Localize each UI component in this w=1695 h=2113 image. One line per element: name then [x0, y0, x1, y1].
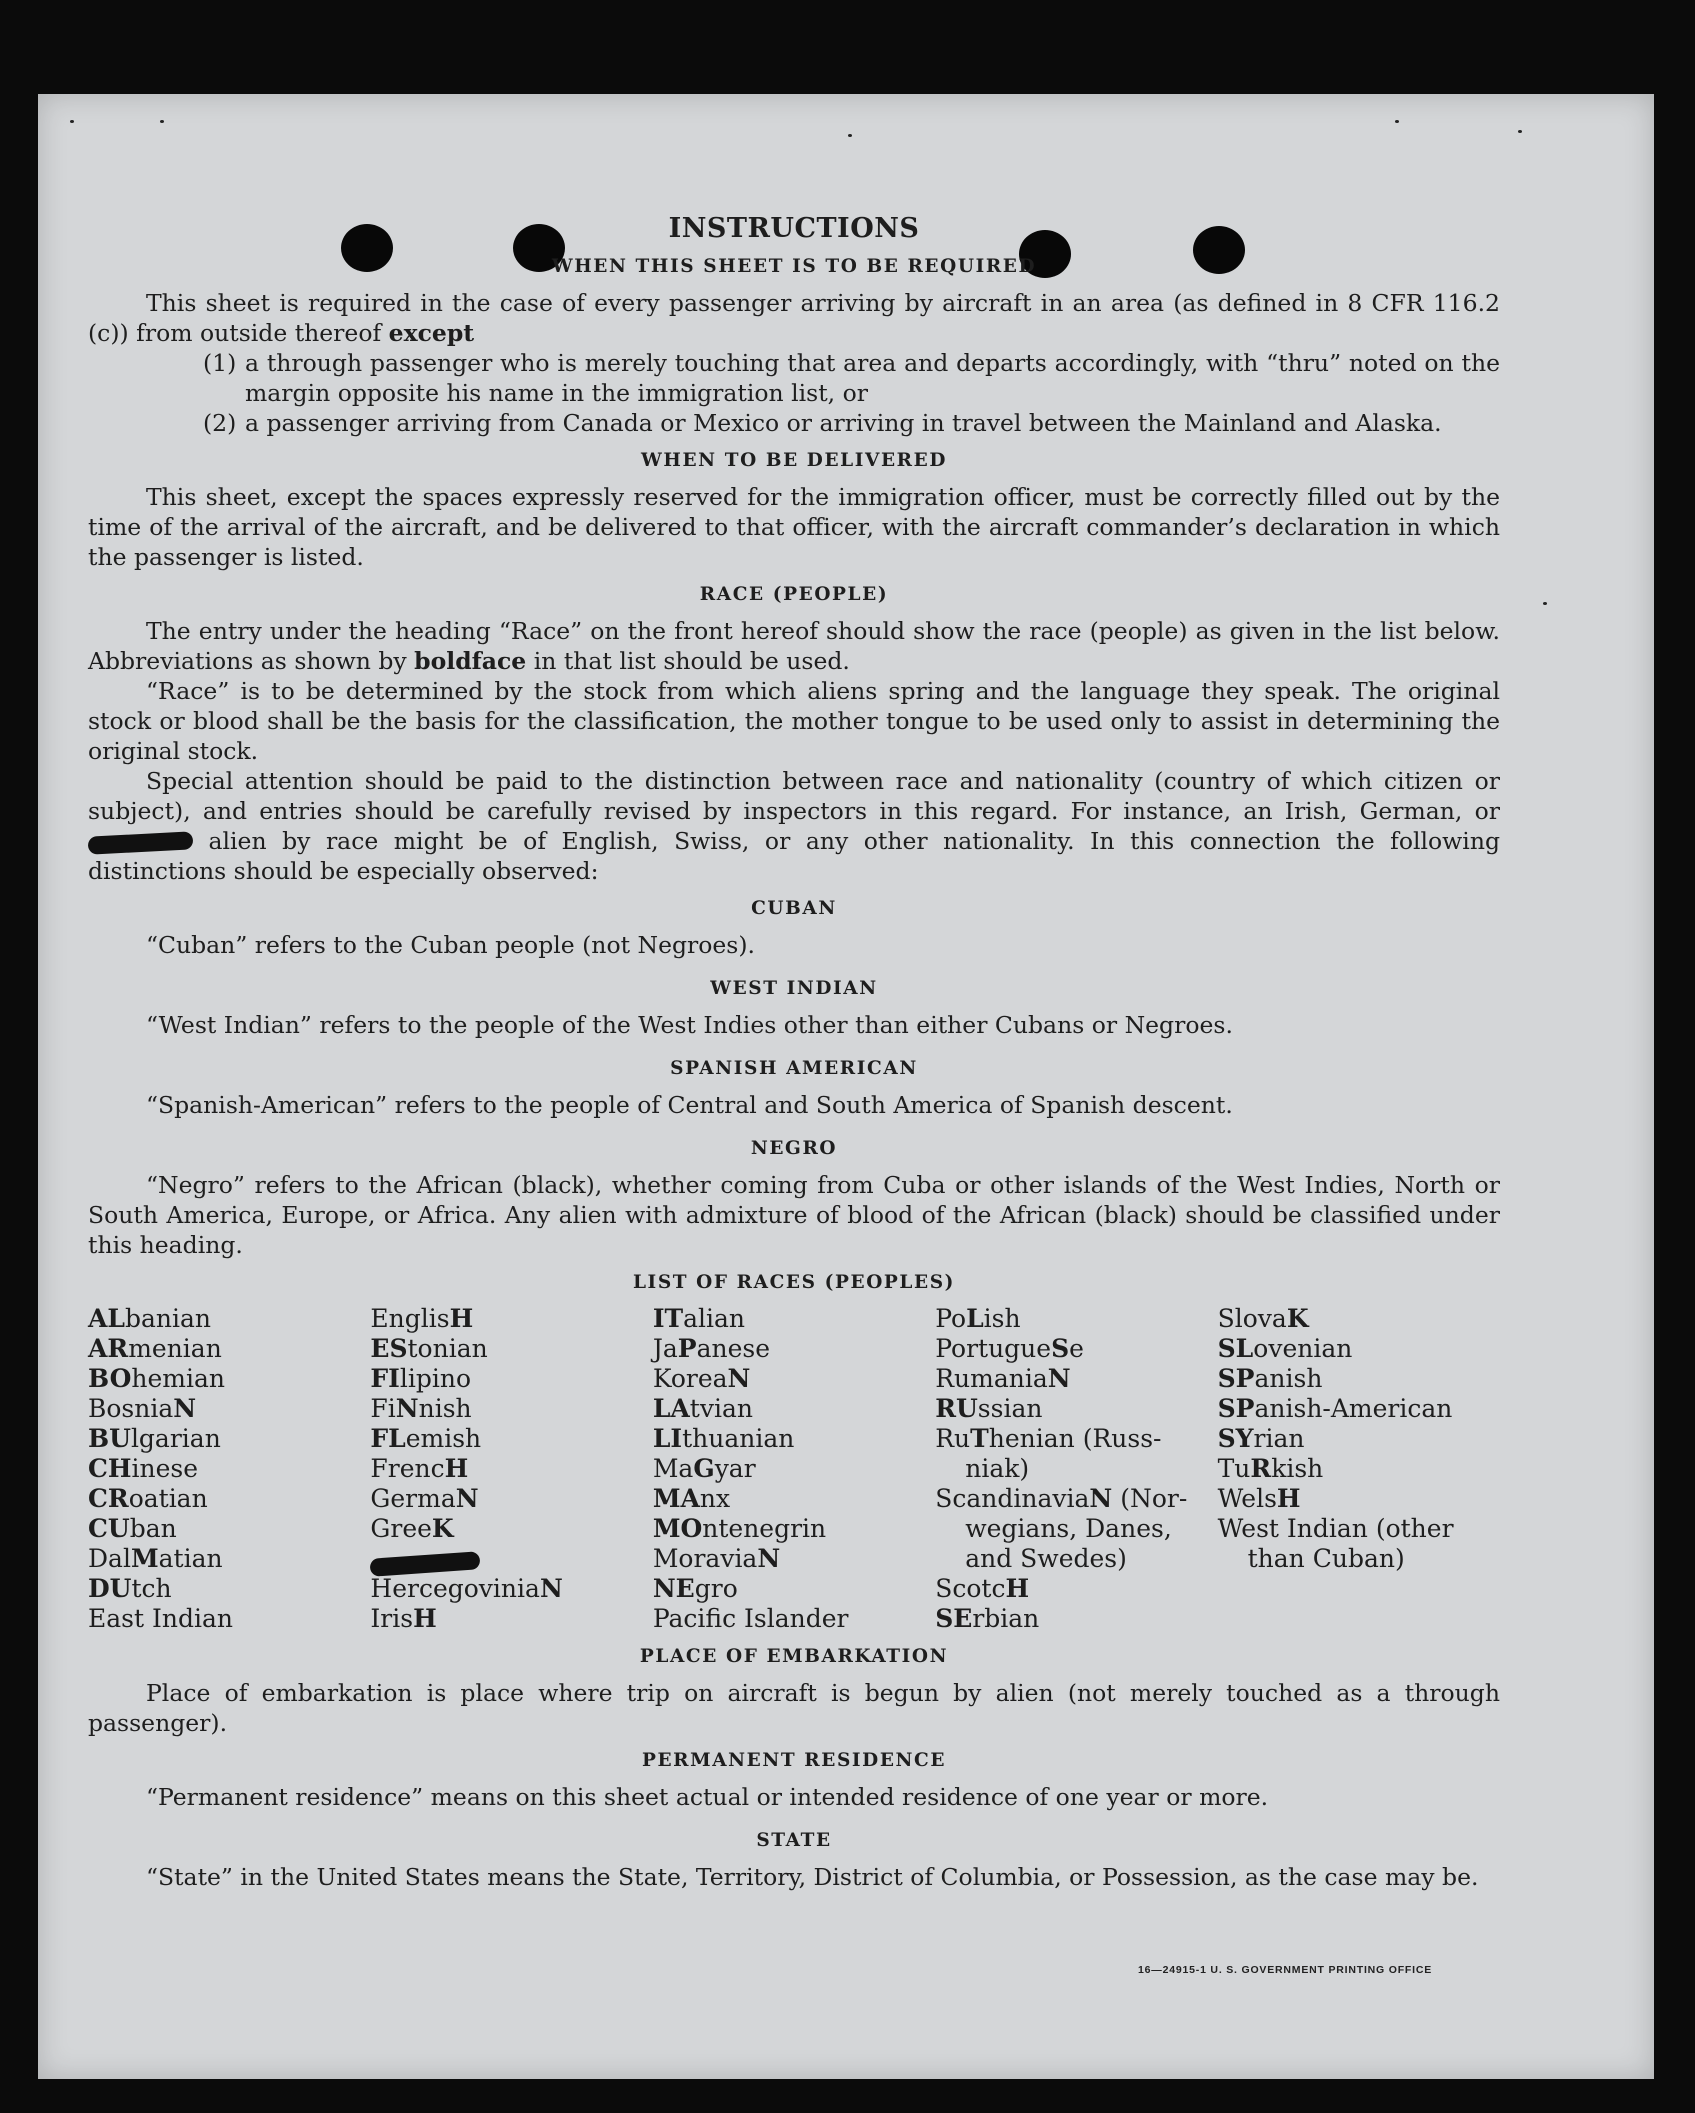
race-entry: FLemish [370, 1424, 482, 1453]
race-entry: ScandinaviaN (Nor- [935, 1484, 1188, 1513]
race-entry: EStonian [370, 1334, 488, 1363]
list-item: (1) a through passenger who is merely touching that area and departs accordingly, with “thru” noted on the margin opposite his name in the immigration list, or [203, 349, 1500, 407]
race-entry: SPanish [1217, 1364, 1323, 1393]
heading-state: STATE [756, 1830, 832, 1851]
instructions-text [88, 214, 1500, 1892]
dust-speck [1543, 602, 1547, 605]
race-entry: BOhemian [88, 1364, 225, 1393]
race-entry: PoLish [935, 1304, 1021, 1333]
race-entry: BosniaN [88, 1394, 197, 1423]
race-entry: IrisH [370, 1604, 437, 1633]
race-entry: MAnx [652, 1484, 731, 1513]
list-item: (2) a passenger arriving from Canada or Mexico or arriving in travel between the Mainland and Alaska. [203, 409, 1442, 437]
race-entry: niak) [965, 1454, 1030, 1483]
race-entry: LAtvian [652, 1394, 753, 1423]
race-entry: ALbanian [88, 1304, 211, 1333]
race-entry: DalMatian [88, 1544, 223, 1573]
race-entry: SYrian [1217, 1424, 1305, 1453]
heading-list-of-races: LIST OF RACES (PEOPLES) [632, 1272, 956, 1293]
paragraph-race-3: Special attention should be paid to the distinction between race and nationality (country of which citizen or subject), and entries should be carefully revised by inspectors in this regard. For instance, an Irish, German, or alien by race might be of English, Swiss, or any other nationality. In this connection the following distinctions should be especially observed: [88, 767, 1500, 885]
heading-when-delivered: WHEN TO BE DELIVERED [641, 450, 947, 471]
race-entry: and Swedes) [965, 1544, 1127, 1573]
race-entry: FrencH [370, 1454, 469, 1483]
printing-office-code: 16—24915-1 U. S. GOVERNMENT PRINTING OFFICE [1138, 1964, 1433, 1976]
race-entry: SLovenian [1217, 1334, 1353, 1363]
race-entry: ARmenian [88, 1334, 222, 1363]
paragraph-embarkation: Place of embarkation is place where trip on aircraft is begun by alien (not merely touched as a through passenger). [88, 1679, 1500, 1737]
race-entry: GreeK [370, 1514, 454, 1543]
dust-speck [848, 134, 852, 137]
paragraph-spanish-american: “Spanish-American” refers to the people of Central and South America of Spanish descent. [146, 1091, 1233, 1119]
redaction-mark [88, 831, 194, 854]
race-entry: EnglisH [370, 1304, 474, 1333]
dust-speck [70, 120, 74, 123]
heading-negro: NEGRO [750, 1138, 838, 1159]
race-entry: DUtch [88, 1574, 172, 1603]
race-list [88, 1304, 1500, 1634]
race-entry: TuRkish [1217, 1454, 1324, 1483]
heading-spanish-american: SPANISH AMERICAN [670, 1058, 918, 1079]
race-entry: BUlgarian [88, 1424, 221, 1453]
race-entry: RuThenian (Russ- [935, 1424, 1162, 1453]
race-entry: GermaN [370, 1484, 479, 1513]
paragraph-cuban: “Cuban” refers to the Cuban people (not Negroes). [146, 931, 756, 959]
race-entry: SlovaK [1217, 1304, 1309, 1333]
race-entry: CRoatian [88, 1484, 208, 1513]
race-entry: LIthuanian [652, 1424, 795, 1453]
race-entry: CHinese [88, 1454, 199, 1483]
race-entry: East Indian [88, 1604, 233, 1633]
race-entry [370, 1544, 652, 1574]
race-entry: WelsH [1217, 1484, 1301, 1513]
race-entry: Pacific Islander [652, 1604, 849, 1633]
dust-speck [1395, 120, 1399, 123]
heading-embarkation: PLACE OF EMBARKATION [639, 1646, 949, 1667]
race-column [1218, 1304, 1500, 1634]
race-entry: RumaniaN [935, 1364, 1071, 1393]
race-entry: KoreaN [652, 1364, 751, 1393]
race-entry: JaPanese [652, 1334, 770, 1363]
race-entry: SPanish-American [1217, 1394, 1453, 1423]
paragraph-race-1: The entry under the heading “Race” on the front hereof should show the race (people) as given in the list below. Abbreviations as shown by boldface in that list should be used. [88, 617, 1500, 675]
paragraph-negro: “Negro” refers to the African (black), whether coming from Cuba or other islands of the West Indies, North or South America, Europe, or Africa. Any alien with admixture of blood of the African (black) should be classified under this heading. [88, 1171, 1500, 1259]
dust-speck [1518, 130, 1522, 133]
race-entry: than Cuban) [1247, 1544, 1405, 1573]
race-column [935, 1304, 1217, 1634]
race-entry: CUban [88, 1514, 177, 1543]
race-column [88, 1304, 370, 1634]
page-title: INSTRUCTIONS [668, 213, 920, 244]
race-entry: NEgro [652, 1574, 738, 1603]
redaction-mark [370, 1551, 481, 1577]
race-entry: HercegoviniaN [370, 1574, 563, 1603]
race-entry: ITalian [652, 1304, 746, 1333]
paragraph-residence: “Permanent residence” means on this sheet actual or intended residence of one year or more. [146, 1783, 1269, 1811]
race-entry: ScotcH [935, 1574, 1030, 1603]
race-entry: SErbian [935, 1604, 1040, 1633]
heading-cuban: CUBAN [751, 898, 837, 919]
race-entry: PortugueSe [935, 1334, 1084, 1363]
paragraph-when-required: This sheet is required in the case of every passenger arriving by aircraft in an area (as defined in 8 CFR 116.2 (c)) from outside thereof except [88, 289, 1500, 347]
race-entry: wegians, Danes, [965, 1514, 1172, 1543]
dust-speck [160, 120, 164, 123]
paragraph-state: “State” in the United States means the State, Territory, District of Columbia, or Possession, as the case may be. [146, 1863, 1479, 1891]
race-entry: FIlipino [370, 1364, 472, 1393]
paragraph-when-delivered: This sheet, except the spaces expressly reserved for the immigration officer, must be correctly filled out by the time of the arrival of the aircraft, and be delivered to that officer, with the aircraft commander’s declaration in which the passenger is listed. [88, 483, 1500, 571]
paragraph-west-indian: “West Indian” refers to the people of the West Indies other than either Cubans or Negroes. [146, 1011, 1233, 1039]
heading-race: RACE (PEOPLE) [699, 584, 889, 605]
heading-when-required: WHEN THIS SHEET IS TO BE REQUIRED [551, 256, 1037, 277]
race-entry: West Indian (other [1217, 1514, 1454, 1543]
race-entry: MoraviaN [652, 1544, 781, 1573]
heading-residence: PERMANENT RESIDENCE [641, 1750, 947, 1771]
race-entry: FiNnish [370, 1394, 472, 1423]
race-column [370, 1304, 652, 1634]
race-column [653, 1304, 935, 1634]
paragraph-race-2: “Race” is to be determined by the stock from which aliens spring and the language they speak. The original stock or blood shall be the basis for the classification, the mother tongue to be used only to assist in determining the original stock. [88, 677, 1500, 765]
heading-west-indian: WEST INDIAN [710, 978, 878, 999]
race-entry: MaGyar [652, 1454, 756, 1483]
race-entry: MOntenegrin [652, 1514, 827, 1543]
race-entry: RUssian [935, 1394, 1043, 1423]
